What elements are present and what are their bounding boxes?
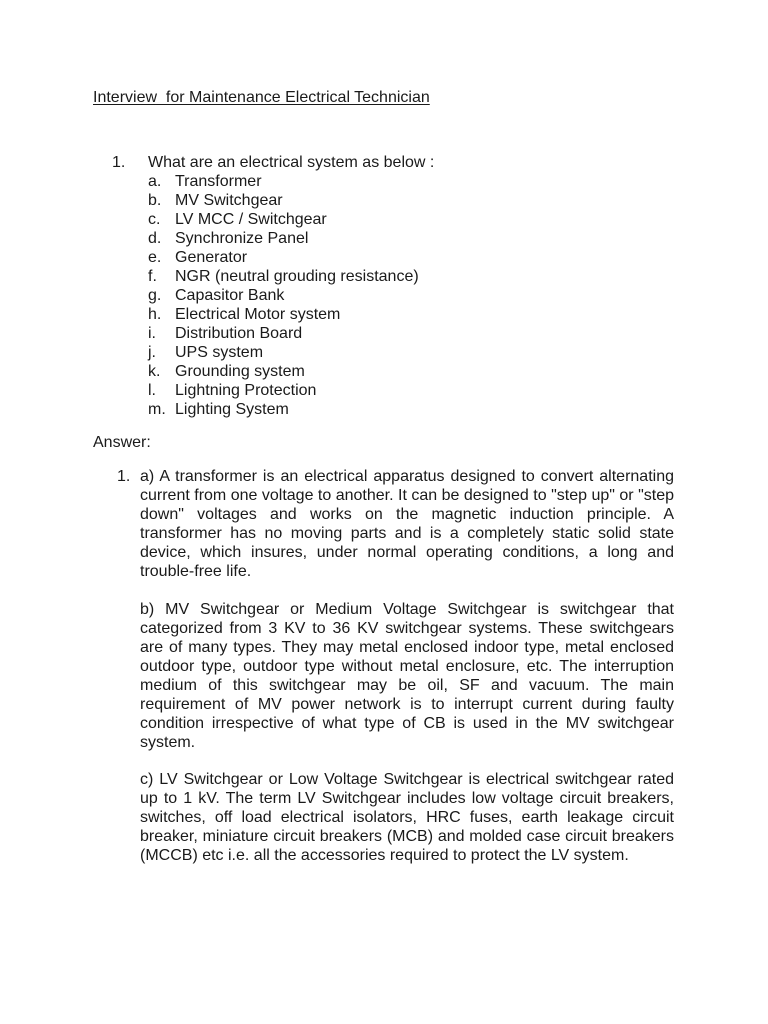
list-item-letter: g. <box>148 287 162 304</box>
list-item-text: Distribution Board <box>175 325 303 342</box>
list-item-text: Synchronize Panel <box>175 230 309 247</box>
answer-paragraph-transformer: a) A transformer is an electrical apparatus designed to convert alternating current from one voltage to another. It can be designed to "step up" or "step down" voltages and works on the magnetic induction principle. A transformer has no moving parts and is a completely static solid state device, which insures, under normal operating conditions, a long and trouble-free life. <box>140 468 674 580</box>
list-item-letter: m. <box>148 401 166 418</box>
list-item-text: LV MCC / Switchgear <box>175 211 327 228</box>
list-item <box>148 267 419 286</box>
list-item <box>148 248 419 267</box>
list-item <box>148 229 419 248</box>
answer-paragraph-lv-switchgear: c) LV Switchgear or Low Voltage Switchgear is electrical switchgear rated up to 1 kV. The term LV Switchgear includes low voltage circuit breakers, switches, off load electrical isolators, HRC fuses, earth leakage circuit breaker, miniature circuit breakers (MCB) and molded case circuit breakers (MCCB) etc i.e. all the accessories required to protect the LV system. <box>140 771 674 864</box>
list-item-letter: k. <box>148 363 161 380</box>
list-item-text: Electrical Motor system <box>175 306 341 323</box>
list-item-letter: a. <box>148 173 162 190</box>
question-number: 1. <box>112 154 126 171</box>
list-item <box>148 324 419 343</box>
list-item-text: NGR (neutral grouding resistance) <box>175 268 419 285</box>
list-item <box>148 305 419 324</box>
list-item <box>148 362 419 381</box>
list-item-letter: c. <box>148 211 161 228</box>
list-item <box>148 210 419 229</box>
list-item-text: Generator <box>175 249 248 266</box>
list-item-text: MV Switchgear <box>175 192 283 209</box>
list-item-text: Grounding system <box>175 363 305 380</box>
list-item-letter: h. <box>148 306 162 323</box>
list-item-letter: i. <box>148 325 156 342</box>
question-item-list <box>148 172 419 419</box>
list-item-text: Transformer <box>175 173 262 190</box>
list-item <box>148 172 419 191</box>
question-text: What are an electrical system as below : <box>148 154 435 171</box>
list-item-text: Capasitor Bank <box>175 287 285 304</box>
list-item-text: UPS system <box>175 344 264 361</box>
list-item <box>148 343 419 362</box>
document-title: Interview for Maintenance Electrical Technician <box>93 89 430 106</box>
list-item-letter: j. <box>148 344 156 361</box>
list-item <box>148 400 419 419</box>
list-item <box>148 191 419 210</box>
answer-number: 1. <box>117 468 131 485</box>
list-item-letter: f. <box>148 268 157 285</box>
answer-paragraph-mv-switchgear: b) MV Switchgear or Medium Voltage Switchgear is switchgear that categorized from 3 KV to 36 KV switchgear systems. These switchgears are of many types. They may metal enclosed indoor type, metal enclosed outdoor type, outdoor type without metal enclosure, etc. The interruption medium of this switchgear may be oil, SF and vacuum. The main requirement of MV power network is to interrupt current during faulty condition irrespective of what type of CB is used in the MV switchgear system. <box>140 601 674 751</box>
list-item-text: Lightning Protection <box>175 382 317 399</box>
answer-label: Answer: <box>93 434 151 451</box>
list-item-letter: e. <box>148 249 162 266</box>
list-item-letter: b. <box>148 192 162 209</box>
list-item <box>148 381 419 400</box>
list-item-letter: l. <box>148 382 156 399</box>
list-item <box>148 286 419 305</box>
list-item-letter: d. <box>148 230 162 247</box>
list-item-text: Lighting System <box>175 401 289 418</box>
